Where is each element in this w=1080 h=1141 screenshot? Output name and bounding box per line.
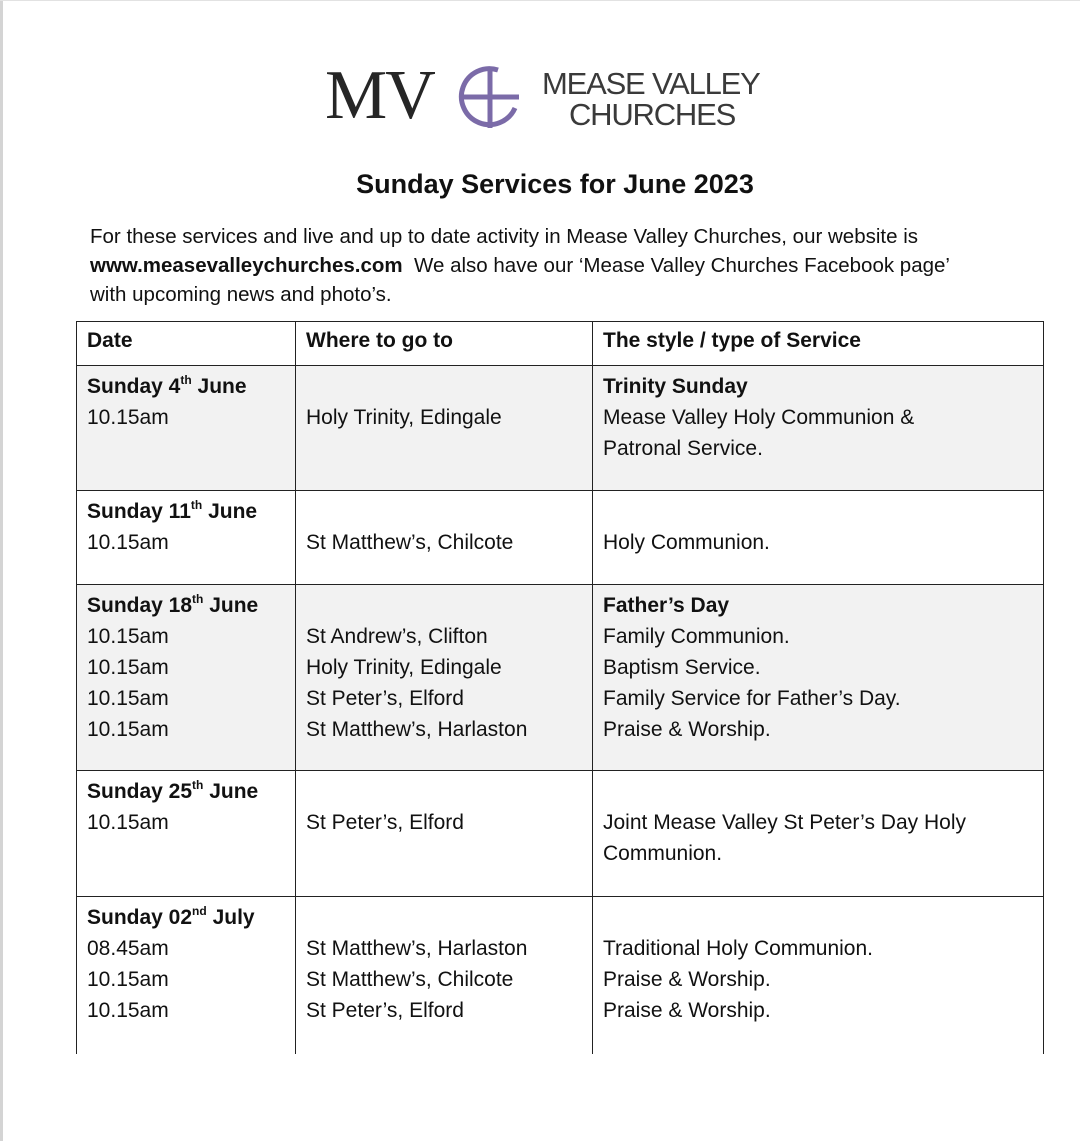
service-type: Family Communion. <box>603 625 790 648</box>
service-time: 10.15am <box>87 406 169 429</box>
cell-where <box>296 366 593 491</box>
table-row <box>77 771 1044 897</box>
cell-date <box>77 585 296 771</box>
table-row <box>77 897 1044 1054</box>
service-date: Sunday 25th June <box>87 778 259 803</box>
service-location: St Matthew’s, Chilcote <box>306 968 514 991</box>
cell-where <box>296 897 593 1054</box>
table-row <box>77 491 1044 585</box>
service-type: Holy Communion. <box>603 531 770 554</box>
logo-initials: MV <box>325 57 434 134</box>
service-location: Holy Trinity, Edingale <box>306 406 502 429</box>
service-location: St Matthew’s, Chilcote <box>306 531 514 554</box>
logo-name-line2: CHURCHES <box>569 97 736 132</box>
cell-date <box>77 771 296 897</box>
service-time: 10.15am <box>87 625 169 648</box>
service-location: St Andrew’s, Clifton <box>306 625 488 648</box>
service-time: 10.15am <box>87 531 169 554</box>
cell-date <box>77 897 296 1054</box>
cell-style <box>593 366 1044 491</box>
cell-where <box>296 491 593 585</box>
service-type: Praise & Worship. <box>603 968 771 991</box>
service-time: 08.45am <box>87 937 169 960</box>
cross-in-circle-icon <box>455 64 523 132</box>
cell-style <box>593 897 1044 1054</box>
cell-date <box>77 366 296 491</box>
intro-line3: with upcoming news and photo’s. <box>90 283 392 306</box>
website-link[interactable]: www.measevalleychurches.com <box>90 254 403 277</box>
service-date: Sunday 11th June <box>87 498 258 523</box>
cell-where <box>296 771 593 897</box>
service-type: Patronal Service. <box>603 437 763 460</box>
intro-line1: For these services and live and up to date activity in Mease Valley Churches, our website is <box>90 225 918 248</box>
service-time: 10.15am <box>87 968 169 991</box>
service-time: 10.15am <box>87 811 169 834</box>
table-row <box>77 366 1044 491</box>
cell-style <box>593 585 1044 771</box>
table-header-row <box>77 322 1044 366</box>
service-location: St Peter’s, Elford <box>306 811 464 834</box>
service-type: Joint Mease Valley St Peter’s Day Holy <box>603 811 966 834</box>
service-type: Mease Valley Holy Communion & <box>603 406 915 429</box>
services-table <box>76 321 1044 1054</box>
logo-wordmark <box>542 68 760 130</box>
cell-style <box>593 491 1044 585</box>
service-location: St Peter’s, Elford <box>306 999 464 1022</box>
header-date: Date <box>77 322 296 366</box>
service-type: Praise & Worship. <box>603 718 771 741</box>
intro-line2 <box>90 251 1050 280</box>
service-time: 10.15am <box>87 999 169 1022</box>
page-top-edge <box>0 0 1080 1</box>
cell-date <box>77 491 296 585</box>
logo-name-line1: MEASE VALLEY <box>542 66 760 101</box>
cell-where <box>296 585 593 771</box>
intro-paragraph <box>90 222 1050 309</box>
service-location: St Matthew’s, Harlaston <box>306 718 528 741</box>
service-date: Sunday 4th June <box>87 373 247 398</box>
service-location: Holy Trinity, Edingale <box>306 656 502 679</box>
service-time: 10.15am <box>87 687 169 710</box>
service-occasion: Father’s Day <box>603 594 730 617</box>
service-type: Baptism Service. <box>603 656 761 679</box>
service-date: Sunday 02nd July <box>87 904 255 929</box>
cell-style <box>593 771 1044 897</box>
service-type: Praise & Worship. <box>603 999 771 1022</box>
service-type: Traditional Holy Communion. <box>603 937 873 960</box>
service-type: Family Service for Father’s Day. <box>603 687 901 710</box>
header-where: Where to go to <box>296 322 593 366</box>
service-date: Sunday 18th June <box>87 592 259 617</box>
page-title: Sunday Services for June 2023 <box>356 169 754 199</box>
service-time: 10.15am <box>87 656 169 679</box>
table-body <box>77 366 1044 1054</box>
intro-line2-text: We also have our ‘Mease Valley Churches Facebook page’ <box>414 254 950 277</box>
service-time: 10.15am <box>87 718 169 741</box>
service-type: Communion. <box>603 842 723 865</box>
service-occasion: Trinity Sunday <box>603 375 748 398</box>
service-location: St Peter’s, Elford <box>306 687 464 710</box>
header-style: The style / type of Service <box>593 322 1044 366</box>
table-row <box>77 585 1044 771</box>
service-location: St Matthew’s, Harlaston <box>306 937 528 960</box>
